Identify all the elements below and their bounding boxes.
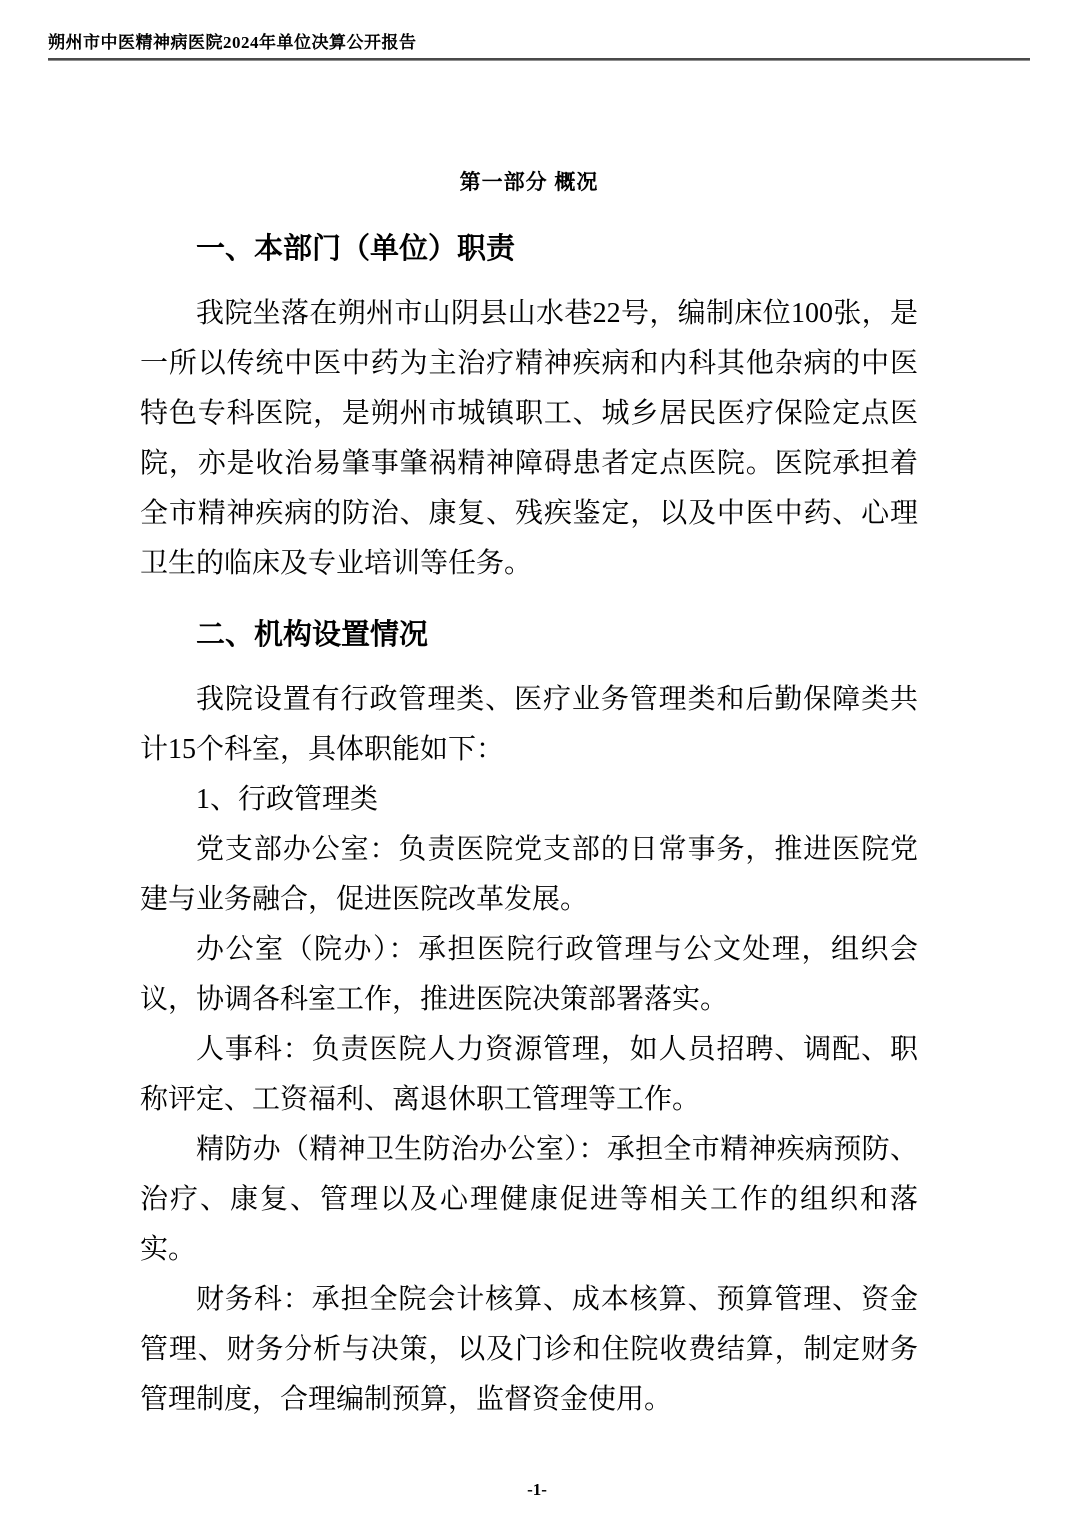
paragraph-mental-health-office: 精防办（精神卫生防治办公室）：承担全市精神疾病预防、治疗、康复、管理以及心理健康促进等相关工作的组织和落实。	[140, 1134, 918, 1265]
paragraph-hr-department: 人事科：负责医院人力资源管理，如人员招聘、调配、职称评定、工资福利、离退休职工管理等工作。	[140, 1034, 918, 1115]
header-rule	[48, 58, 1030, 61]
document-body	[140, 165, 918, 1425]
section-heading-duties: 一、本部门（单位）职责	[196, 233, 516, 265]
page-header	[48, 28, 1030, 61]
header-title: 朔州市中医精神病医院2024年单位决算公开报告	[48, 33, 417, 52]
part-title: 第一部分 概况	[459, 171, 599, 194]
paragraph-general-office: 办公室（院办）：承担医院行政管理与公文处理，组织会议，协调各科室工作，推进医院决策部署落实。	[140, 934, 918, 1015]
section-heading-organization: 二、机构设置情况	[196, 619, 429, 651]
paragraph-duties: 我院坐落在朔州市山阴县山水巷22号，编制床位100张，是一所以传统中医中药为主治疗精神疾病和内科其他杂病的中医特色专科医院，是朔州市城镇职工、城乡居民医疗保险定点医院，亦是收治易肇事肇祸精神障碍患者定点医院。医院承担着全市精神疾病的防治、康复、残疾鉴定，以及中医中药、心理卫生的临床及专业培训等任务。	[140, 298, 918, 579]
page-footer	[0, 1480, 1074, 1500]
paragraph-admin-category: 1、行政管理类	[196, 784, 379, 815]
paragraph-party-office: 党支部办公室：负责医院党支部的日常事务，推进医院党建与业务融合，促进医院改革发展。	[140, 834, 918, 915]
page-number: -1-	[527, 1480, 547, 1499]
paragraph-org-intro: 我院设置有行政管理类、医疗业务管理类和后勤保障类共计15个科室，具体职能如下：	[140, 684, 918, 765]
paragraph-finance-department: 财务科：承担全院会计核算、成本核算、预算管理、资金管理、财务分析与决策，以及门诊和住院收费结算，制定财务管理制度，合理编制预算，监督资金使用。	[140, 1284, 918, 1415]
